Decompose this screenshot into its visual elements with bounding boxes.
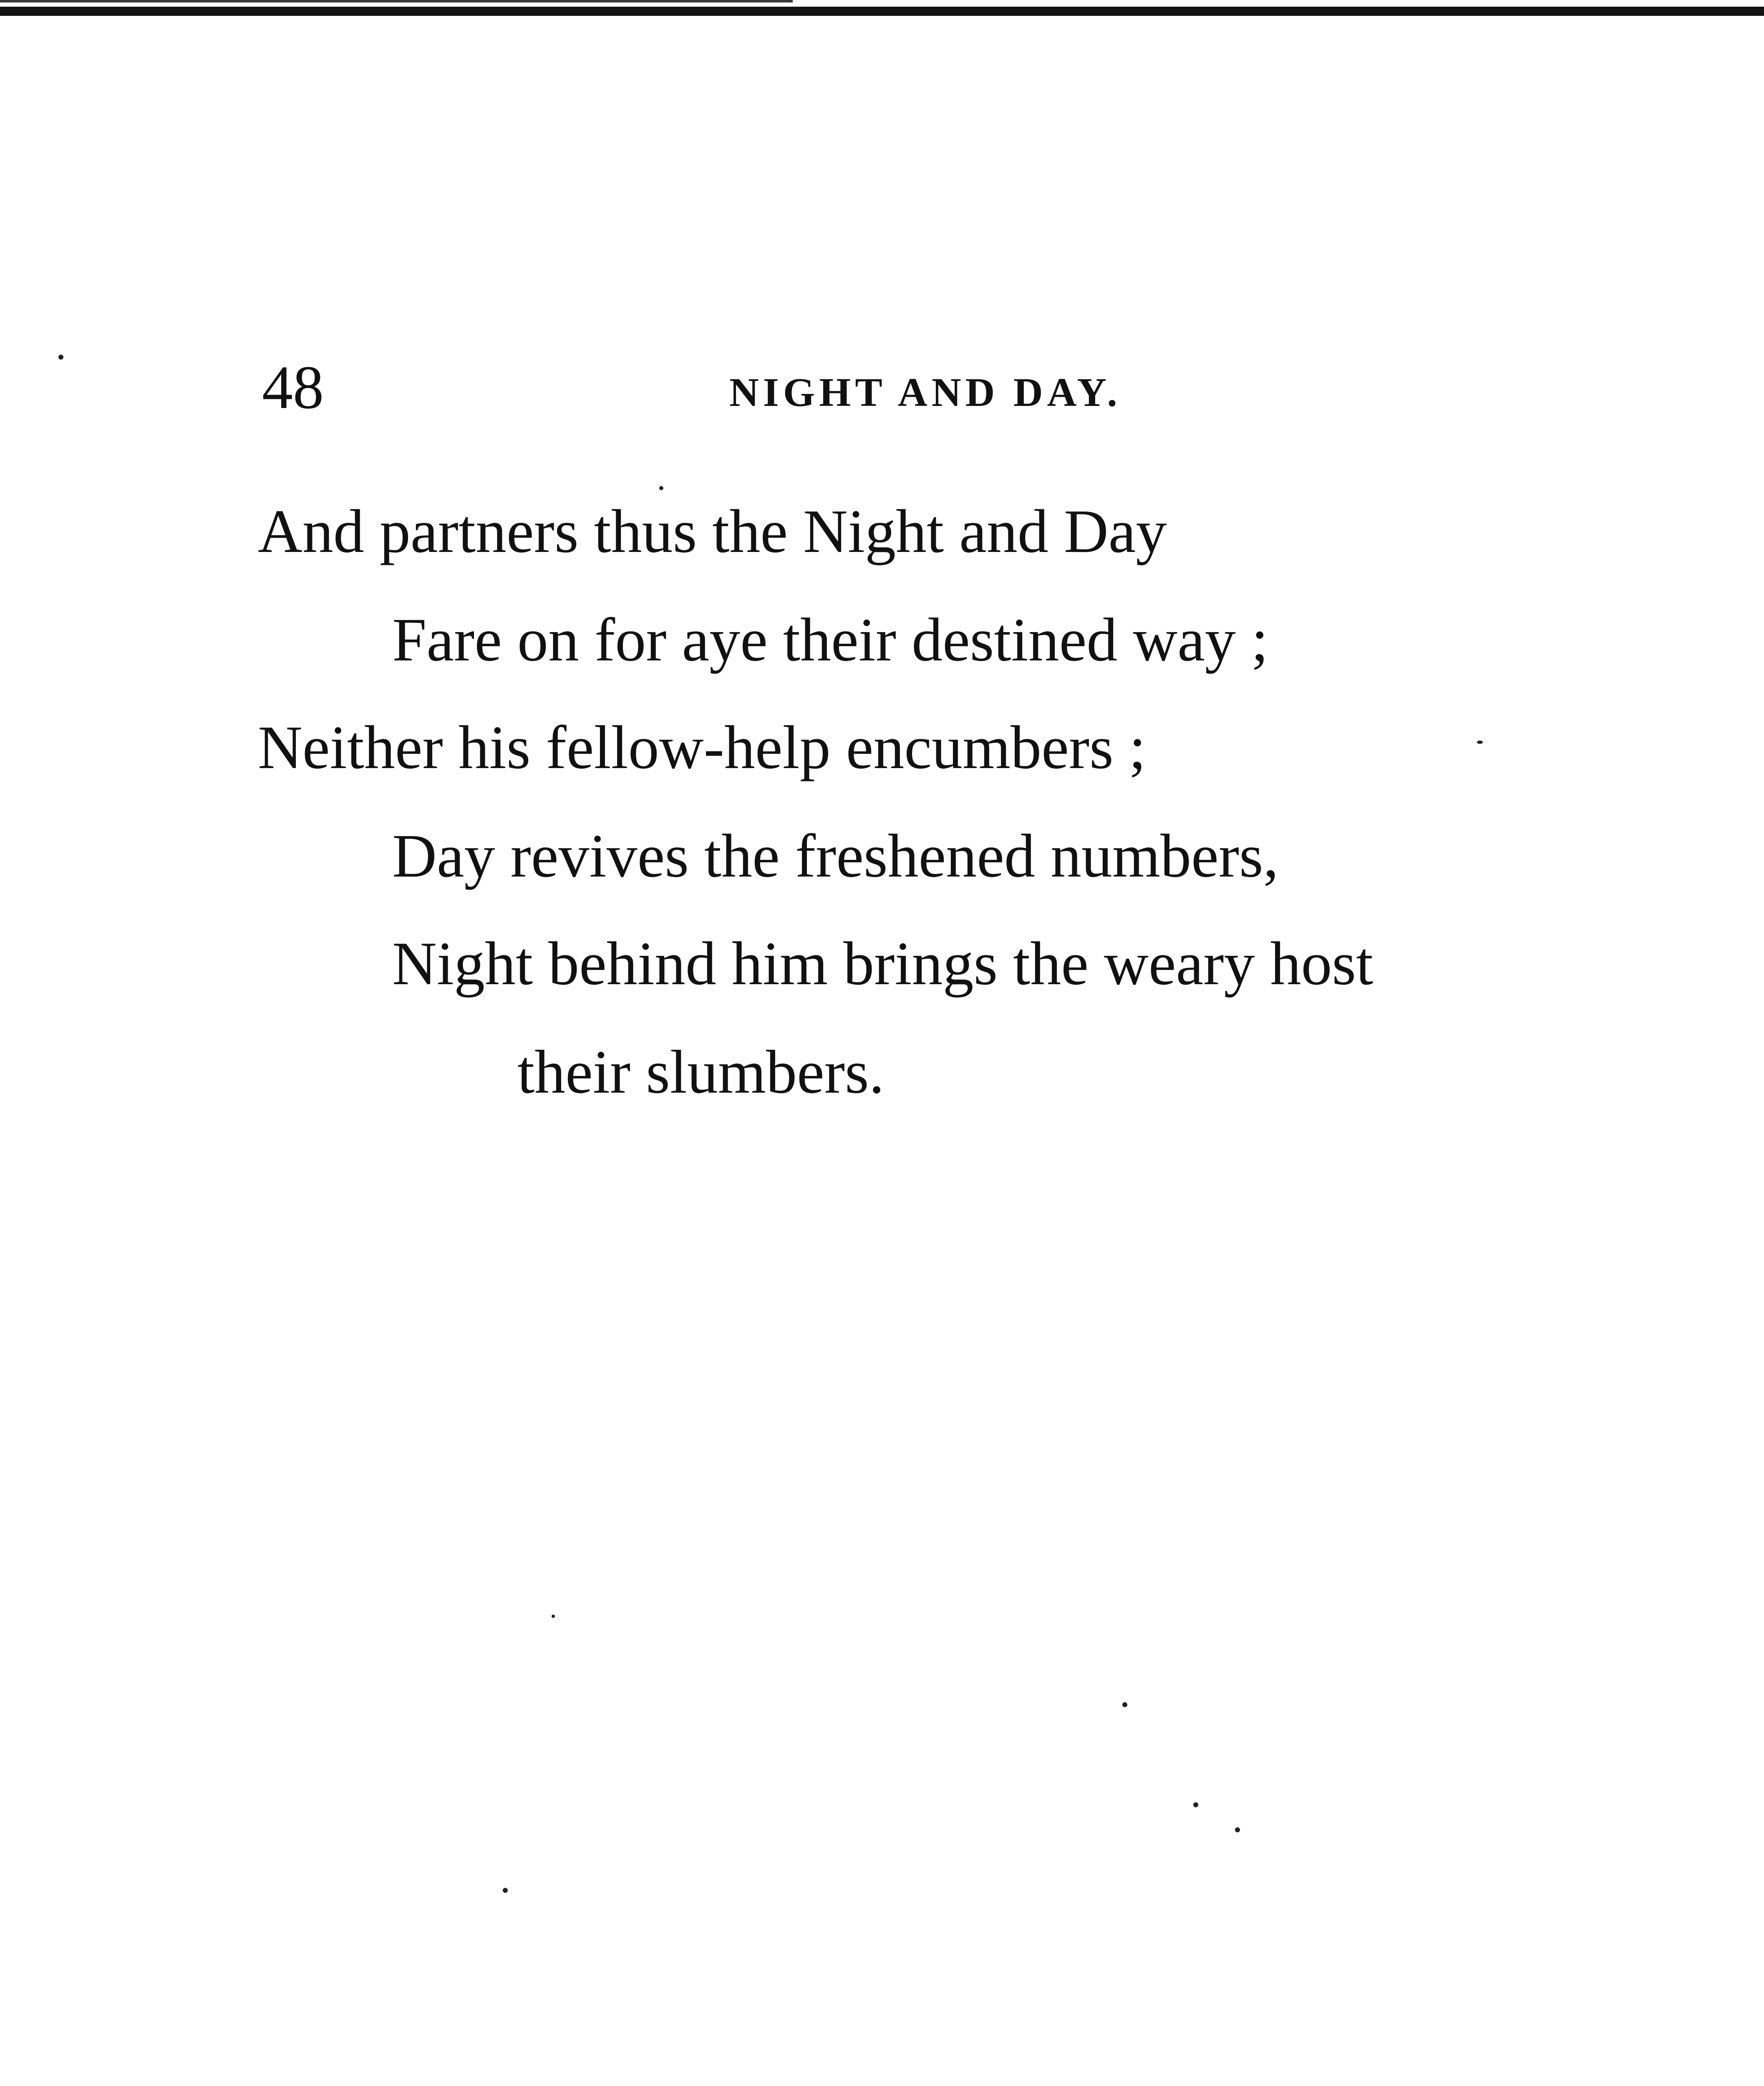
verse-line: Fare on for aye their destined way ; [392, 606, 1269, 674]
top-rule [0, 7, 1764, 16]
top-rule-thin [0, 0, 793, 3]
verse-line: Day revives the freshened numbers, [392, 822, 1279, 890]
verse-line: their slumbers. [517, 1038, 885, 1106]
scan-speck [1235, 1827, 1240, 1832]
scan-speck [552, 1615, 555, 1618]
verse-line: And partners thus the Night and Day [258, 497, 1167, 566]
scan-speck [58, 355, 63, 360]
scan-speck [1193, 1802, 1198, 1807]
verse-line: Night behind him brings the weary host [392, 930, 1373, 998]
scan-speck [1122, 1702, 1127, 1707]
scan-speck [503, 1888, 508, 1893]
scan-speck [659, 486, 663, 490]
verse-line: Neither his fellow-help encumbers ; [258, 713, 1146, 782]
page-number: 48 [262, 353, 324, 422]
running-head: NIGHT AND DAY. [729, 370, 1121, 415]
scan-speck [1477, 741, 1483, 744]
